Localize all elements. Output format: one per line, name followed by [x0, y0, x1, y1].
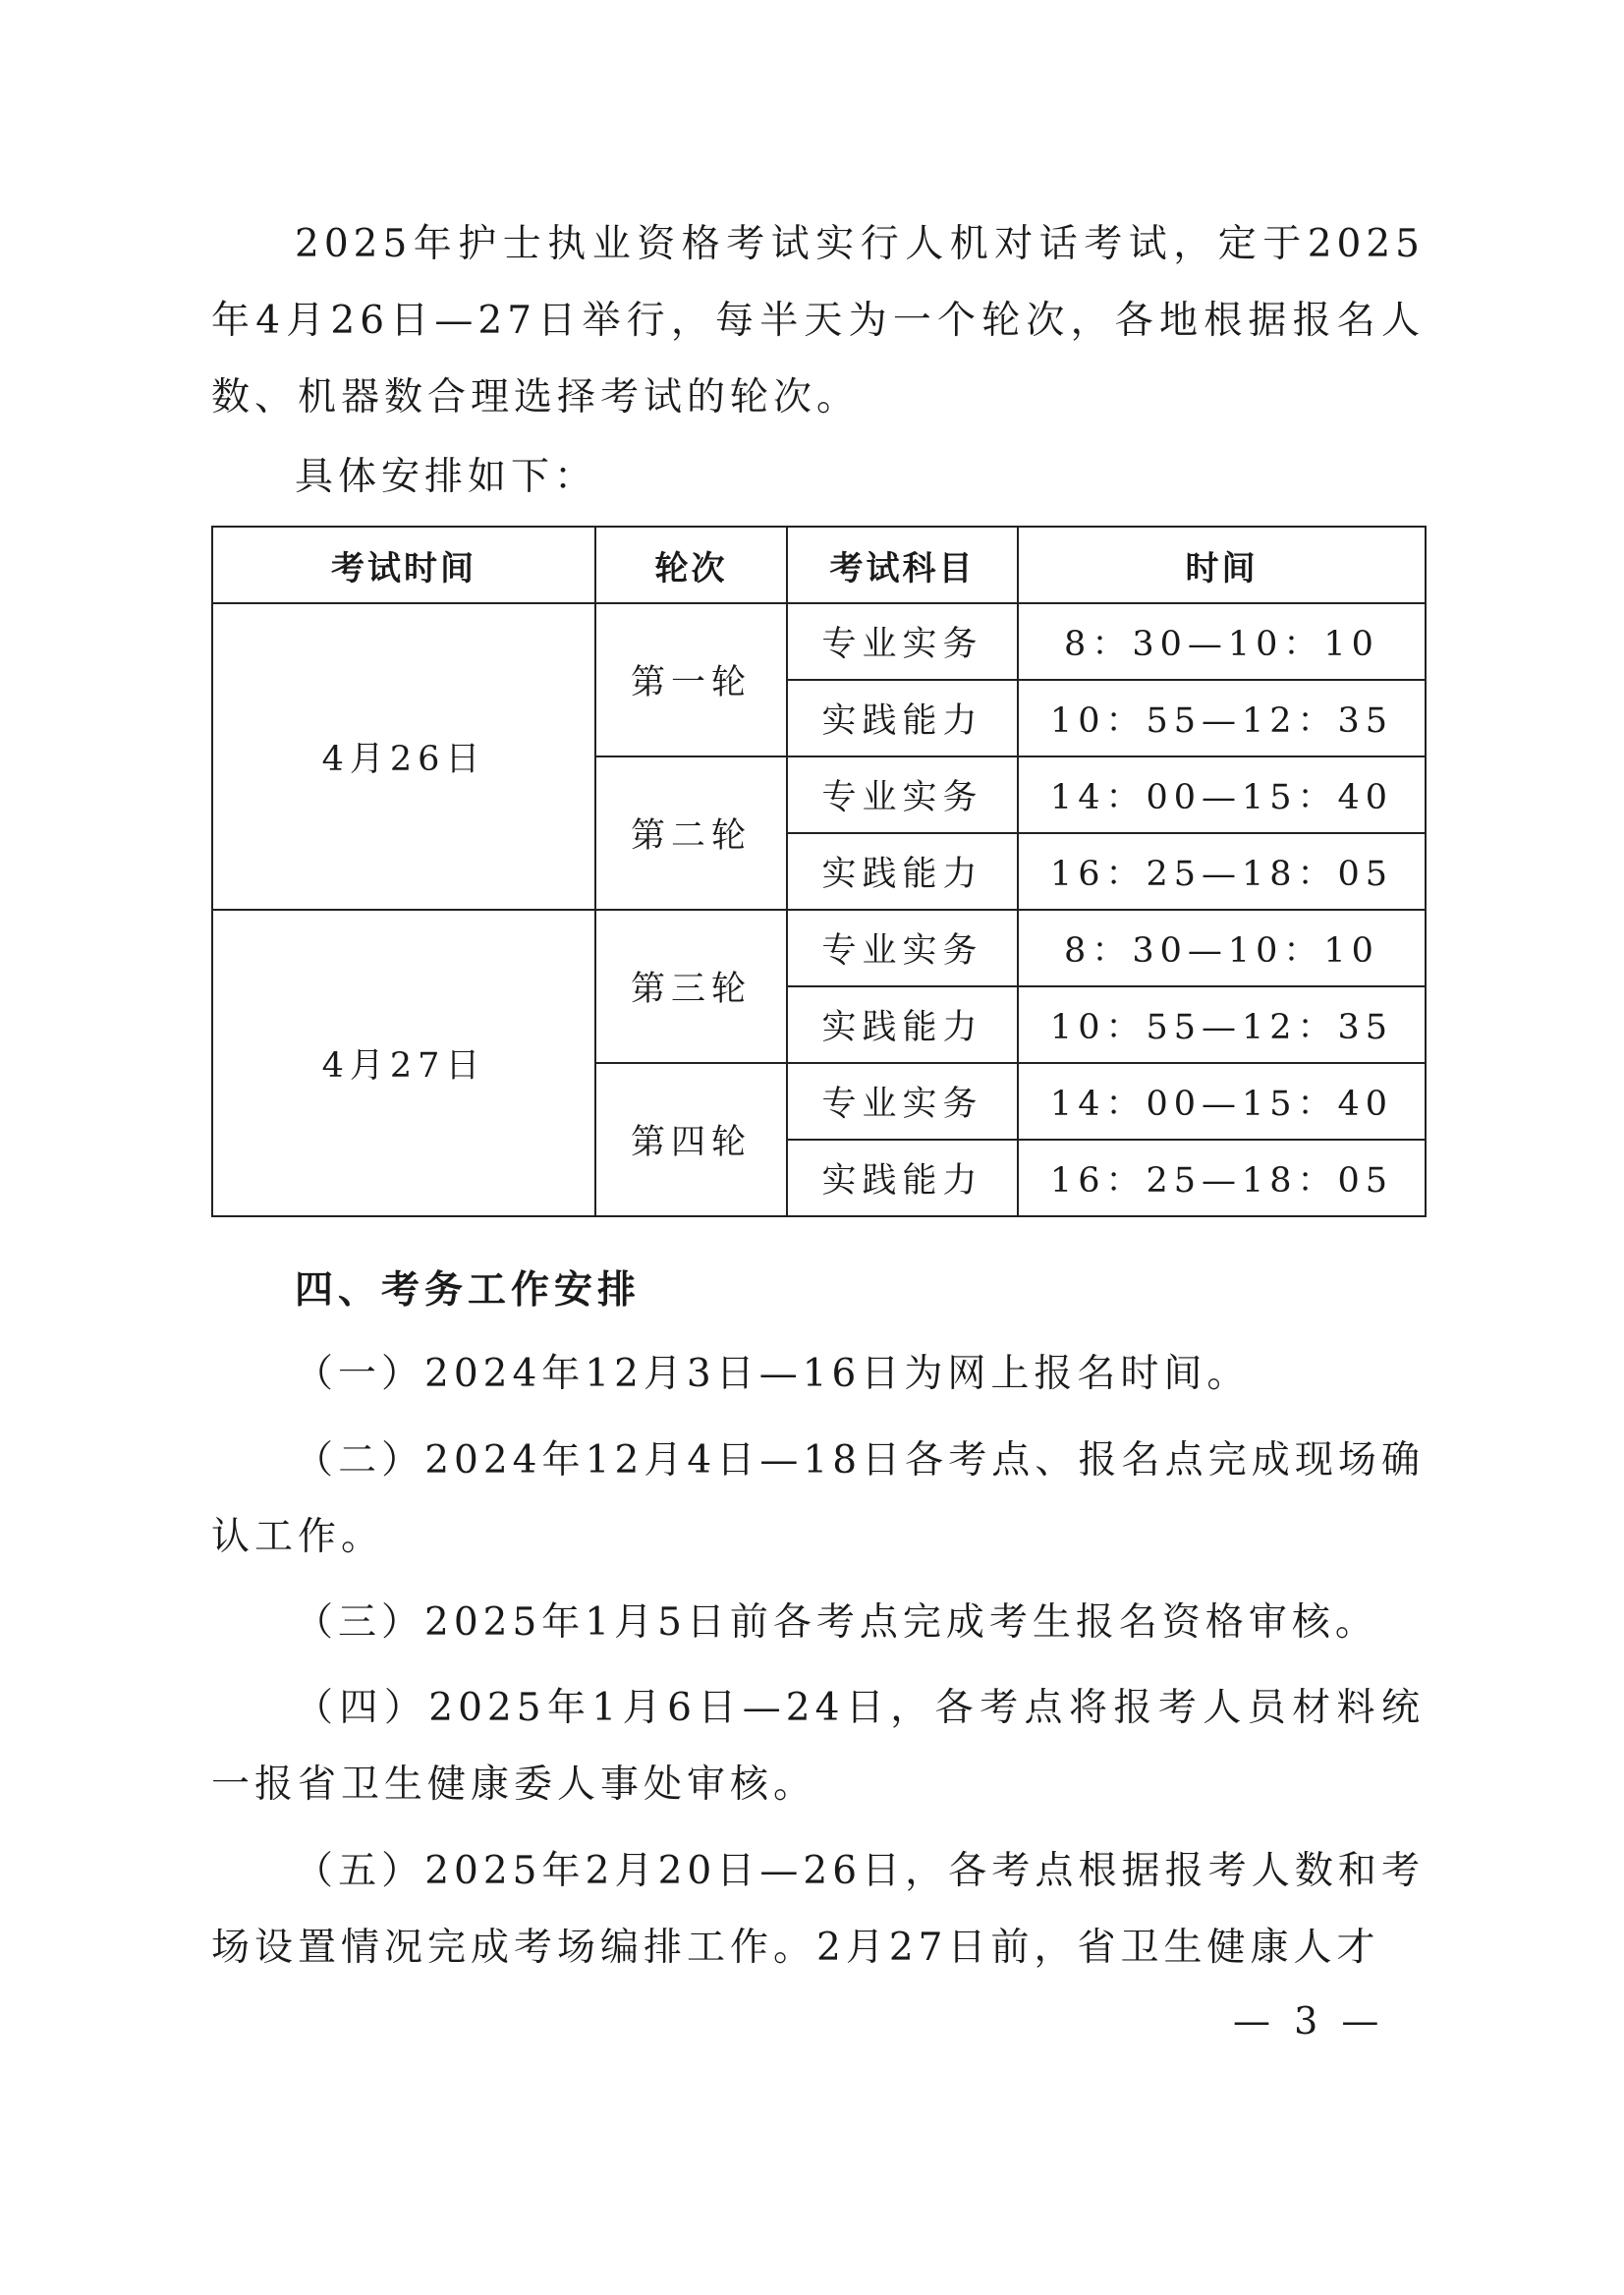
subject-cell: 实践能力 [787, 680, 1018, 756]
section-heading: 四、考务工作安排 [295, 1268, 642, 1313]
round-cell: 第一轮 [595, 603, 787, 756]
section-item: （四）2025年1月6日—24日，各考点将报考人员材料统一报省卫生健康委人事处审核。 [211, 1686, 1425, 1807]
round-cell: 第四轮 [595, 1063, 787, 1216]
time-cell: 10：55—12：35 [1018, 986, 1426, 1063]
intro-paragraph: 2025年护士执业资格考试实行人机对话考试，定于2025年4月26日—27日举行，每半天为一个轮次，各地根据报名人数、机器数合理选择考试的轮次。 [211, 222, 1425, 420]
table-header-row [212, 527, 1426, 603]
time-cell: 10：55—12：35 [1018, 680, 1426, 756]
time-cell: 16：25—18：05 [1018, 1140, 1426, 1216]
section-item: （一）2024年12月3日—16日为网上报名时间。 [295, 1352, 1251, 1396]
time-cell: 16：25—18：05 [1018, 833, 1426, 910]
exam-date-cell: 4月26日 [212, 603, 595, 910]
subject-cell: 专业实务 [787, 910, 1018, 986]
exam-schedule-table [211, 526, 1427, 1217]
subject-cell: 专业实务 [787, 603, 1018, 680]
subject-cell: 实践能力 [787, 1140, 1018, 1216]
subject-cell: 专业实务 [787, 756, 1018, 833]
time-cell: 8：30—10：10 [1018, 910, 1426, 986]
exam-date-cell: 4月27日 [212, 910, 595, 1216]
arrangement-lead: 具体安排如下： [295, 455, 598, 499]
round-cell: 第三轮 [595, 910, 787, 1063]
section-item: （五）2025年2月20日—26日，各考点根据报考人数和考场设置情况完成考场编排工作。2月27日前，省卫生健康人才 [211, 1849, 1425, 1970]
header-time: 时间 [1018, 527, 1426, 603]
header-exam-date: 考试时间 [212, 527, 595, 603]
subject-cell: 实践能力 [787, 833, 1018, 910]
subject-cell: 实践能力 [787, 986, 1018, 1063]
page-number: — 3 — [1233, 1999, 1385, 2043]
table-row [212, 603, 1426, 680]
header-subject: 考试科目 [787, 527, 1018, 603]
section-item: （三）2025年1月5日前各考点完成考生报名资格审核。 [295, 1600, 1378, 1645]
subject-cell: 专业实务 [787, 1063, 1018, 1140]
time-cell: 14：00—15：40 [1018, 1063, 1426, 1140]
table-row [212, 910, 1426, 986]
section-item: （二）2024年12月4日—18日各考点、报名点完成现场确认工作。 [211, 1438, 1425, 1559]
time-cell: 8：30—10：10 [1018, 603, 1426, 680]
round-cell: 第二轮 [595, 756, 787, 910]
header-round: 轮次 [595, 527, 787, 603]
time-cell: 14：00—15：40 [1018, 756, 1426, 833]
